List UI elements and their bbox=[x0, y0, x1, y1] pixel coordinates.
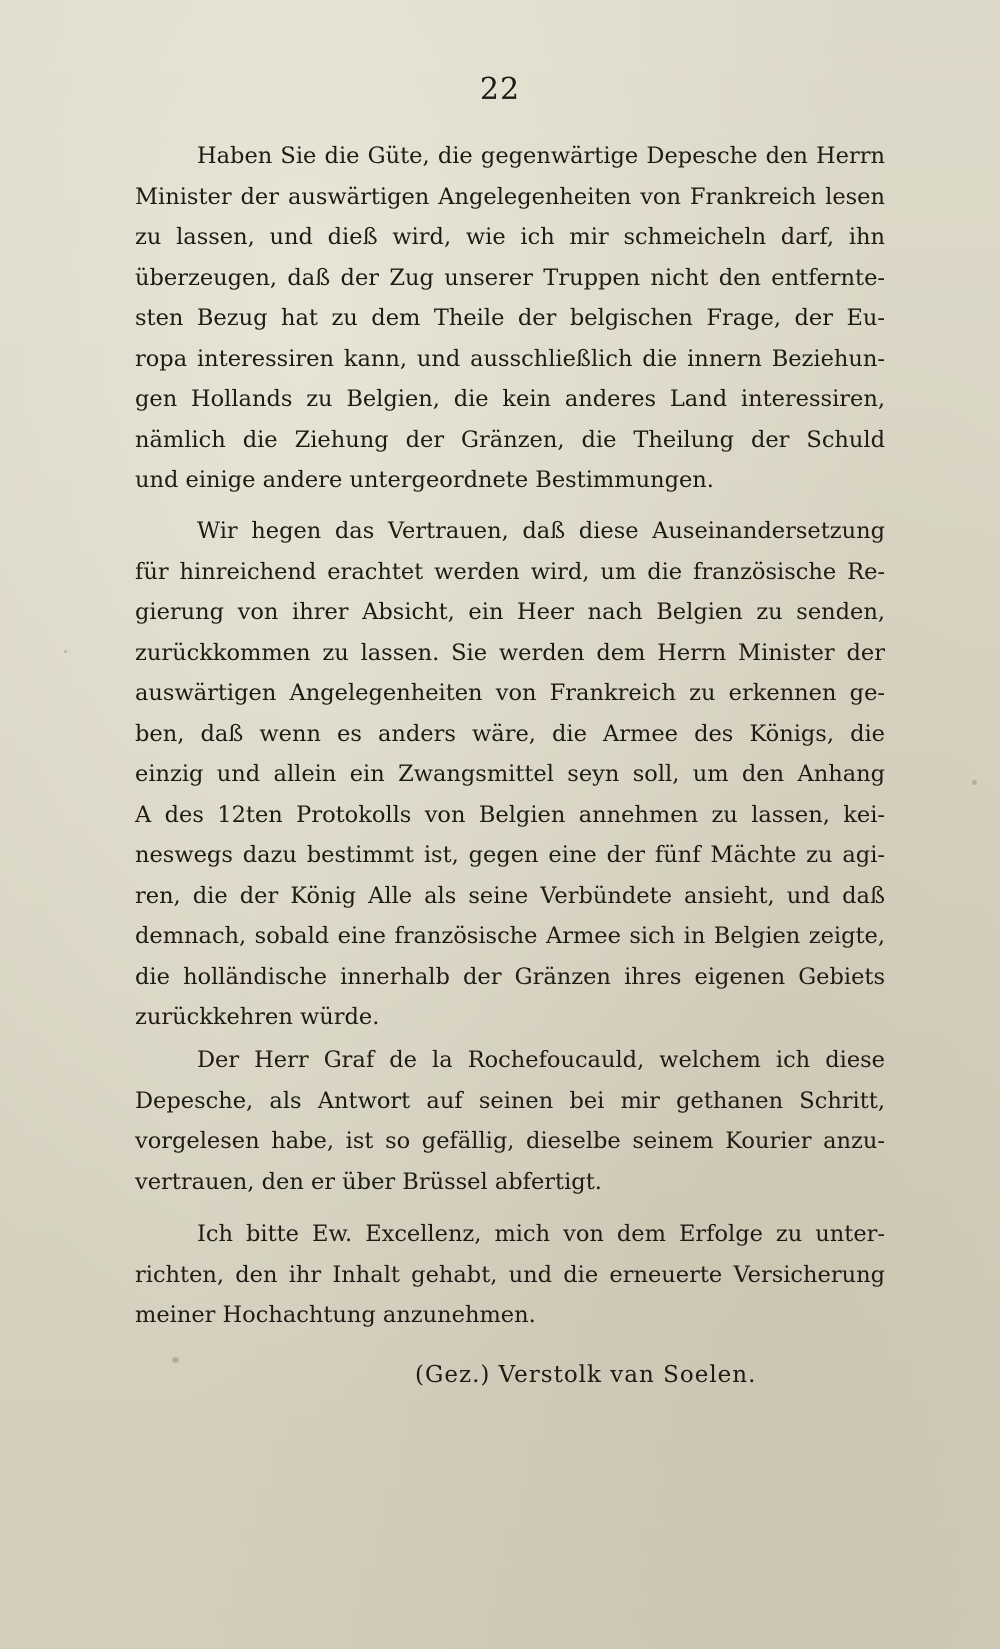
page-number: 22 bbox=[479, 72, 521, 107]
text-line: gierung von ihrer Absicht, ein Heer nach Belgien zu senden, bbox=[135, 599, 885, 625]
text-line: die holländische innerhalb der Gränzen ihres eigenen Gebiets bbox=[135, 963, 885, 990]
paragraph-4 bbox=[135, 1214, 885, 1336]
text-line: Minister der auswärtigen Angelegenheiten von Frankreich lesen bbox=[135, 183, 885, 210]
paragraph-2 bbox=[135, 511, 885, 1038]
text-line: sten Bezug hat zu dem Theile der belgischen Frage, der Eu- bbox=[135, 305, 885, 331]
text-line: meiner Hochachtung anzunehmen. bbox=[135, 1302, 536, 1328]
text-line: ropa interessiren kann, und ausschließlich die innern Beziehun- bbox=[135, 345, 885, 372]
text-line: Haben Sie die Güte, die gegenwärtige Depesche den Herrn bbox=[197, 143, 885, 169]
paragraph-1 bbox=[135, 136, 885, 501]
text-line: gen Hollands zu Belgien, die kein anderes Land interessiren, bbox=[135, 386, 885, 412]
text-line: zu lassen, und dieß wird, wie ich mir schmeicheln darf, ihn bbox=[135, 224, 885, 250]
text-line: neswegs dazu bestimmt ist, gegen eine der fünf Mächte zu agi- bbox=[135, 842, 885, 868]
paper-speck bbox=[172, 1357, 179, 1363]
text-line: Wir hegen das Vertrauen, daß diese Auseinandersetzung bbox=[197, 518, 885, 544]
text-line: vorgelesen habe, ist so gefällig, dieselbe seinem Kourier anzu- bbox=[135, 1128, 885, 1154]
text-line: ben, daß wenn es anders wäre, die Armee des Königs, die bbox=[135, 720, 885, 747]
text-line: ren, die der König Alle als seine Verbündete ansieht, und daß bbox=[135, 882, 885, 909]
text-line: A des 12ten Protokolls von Belgien annehmen zu lassen, kei- bbox=[135, 801, 885, 828]
text-line: und einige andere untergeordnete Bestimmungen. bbox=[135, 467, 714, 493]
signature: (Gez.) Verstolk van Soelen. bbox=[415, 1362, 757, 1388]
text-line: demnach, sobald eine französische Armee sich in Belgien zeigte, bbox=[135, 923, 885, 949]
text-line: auswärtigen Angelegenheiten von Frankreich zu erkennen ge- bbox=[135, 680, 885, 706]
paper-speck bbox=[64, 650, 67, 653]
text-line: überzeugen, daß der Zug unserer Truppen nicht den entfernte- bbox=[135, 264, 885, 291]
text-line: Depesche, als Antwort auf seinen bei mir gethanen Schritt, bbox=[135, 1087, 885, 1114]
text-line: vertrauen, den er über Brüssel abfertigt. bbox=[135, 1168, 602, 1195]
text-line: nämlich die Ziehung der Gränzen, die Theilung der Schuld bbox=[135, 426, 885, 453]
paper-speck bbox=[972, 780, 977, 785]
text-line: Ich bitte Ew. Excellenz, mich von dem Erfolge zu unter- bbox=[197, 1221, 885, 1247]
text-line: einzig und allein ein Zwangsmittel seyn soll, um den Anhang bbox=[135, 761, 885, 787]
text-line: richten, den ihr Inhalt gehabt, und die erneuerte Versicherung bbox=[135, 1261, 885, 1288]
text-line: Der Herr Graf de la Rochefoucauld, welchem ich diese bbox=[197, 1047, 885, 1073]
text-line: zurückkehren würde. bbox=[135, 1004, 380, 1030]
paragraph-3 bbox=[135, 1040, 885, 1202]
text-line: zurückkommen zu lassen. Sie werden dem Herrn Minister der bbox=[135, 639, 885, 666]
text-line: für hinreichend erachtet werden wird, um die französische Re- bbox=[135, 558, 885, 585]
